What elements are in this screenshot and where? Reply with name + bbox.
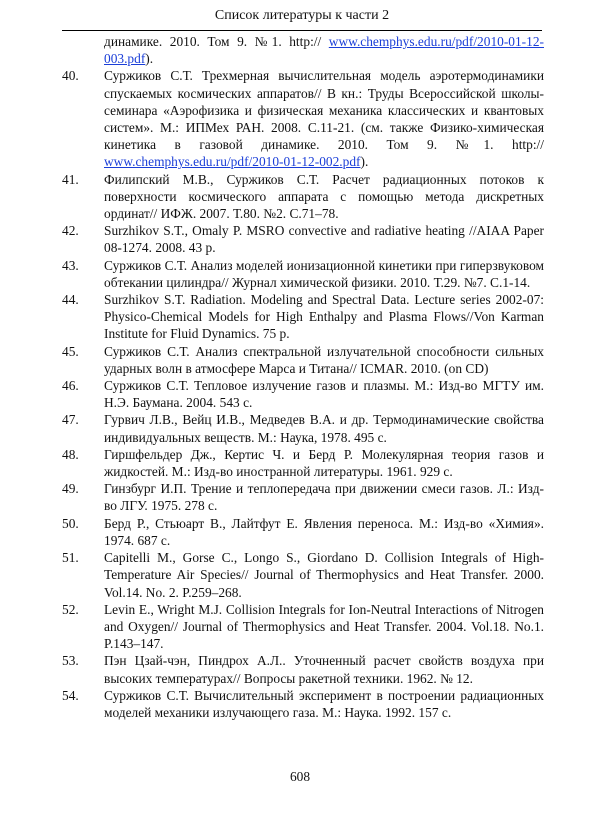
reference-item-52 xyxy=(62,601,544,653)
continuation-link[interactable]: www.chemphys.edu.ru/pdf/2010-01-12-003.pdf xyxy=(104,34,544,67)
reference-text: Surzhikov S.T. Radiation. Modeling and Spectral Data. Lecture series 2002-07: Physico-Chemical Models for High Enthalpy and Plasma Flows//Von Karman Institute for Fluid Dynamics. 75 p. xyxy=(104,292,544,342)
reference-text-end: ). xyxy=(360,154,369,170)
reference-item-47 xyxy=(62,411,544,445)
continuation-end: ). xyxy=(145,51,154,67)
reference-text: Филипский М.В., Суржиков С.Т. Расчет радиационных потоков к поверхности космического аппарата с помощью метода дискретных ординат// ИФЖ. 2007. Т.80. №2. С.71–78. xyxy=(104,171,544,222)
reference-item-49 xyxy=(62,480,544,514)
reference-item-54 xyxy=(62,687,544,721)
reference-item-44 xyxy=(62,291,544,343)
reference-list xyxy=(62,33,544,721)
reference-number: 53. xyxy=(62,653,79,669)
reference-number: 44. xyxy=(62,292,79,308)
reference-item-50 xyxy=(62,515,544,549)
reference-number: 46. xyxy=(62,378,79,394)
reference-text: Пэн Цзай-чэн, Пиндрох А.Л.. Уточненный расчет свойств воздуха при высоких температурах// Вопросы ракетной техники. 1962. № 12. xyxy=(104,653,544,686)
reference-number: 40. xyxy=(62,68,79,84)
reference-number: 51. xyxy=(62,550,79,566)
reference-text: Суржиков С.Т. Трехмерная вычислительная модель аэротермодинамики спускаемых космических аппаратов// В кн.: Труды Всероссийской школы-семинара «Аэрофизика и физическая механика классических и квантовых систем». М.: ИПМех РАН. 2008. С.11-21. (см. также Физико-химическая кинетика в газовой динамике. 2010. Том 9. №1. http:// xyxy=(104,68,544,153)
reference-text: Surzhikov S.T., Omaly P. MSRO convective and radiative heating //AIAA Paper 08-1274. 2008. 43 p. xyxy=(104,223,544,256)
reference-number: 54. xyxy=(62,687,79,703)
reference-item-43 xyxy=(62,257,544,291)
reference-item-40 xyxy=(62,67,544,170)
reference-text: Суржиков С.Т. Анализ моделей ионизационной кинетики при гиперзвуковом обтекании цилиндра// Журнал химической физики. 2010. Т.29. №7. С.1-14. xyxy=(104,257,544,290)
header-title: Список литературы к части 2 xyxy=(214,8,390,23)
reference-item-42 xyxy=(62,222,544,256)
reference-number: 45. xyxy=(62,343,79,359)
reference-item-45 xyxy=(62,343,544,377)
reference-number: 49. xyxy=(62,481,79,497)
reference-number: 43. xyxy=(62,257,79,273)
reference-number: 50. xyxy=(62,515,79,531)
reference-link[interactable]: www.chemphys.edu.ru/pdf/2010-01-12-002.pdf xyxy=(104,154,361,170)
reference-text: Levin E., Wright M.J. Collision Integrals for Ion-Neutral Interactions of Nitrogen and Oxygen// Journal of Thermophysics and Heat Transfer. 2004. Vol.18. No.1. P.143–147. xyxy=(104,601,544,652)
reference-text: Берд Р., Стьюарт В., Лайтфут Е. Явления переноса. М.: Изд-во «Химия». 1974. 687 с. xyxy=(104,515,544,548)
reference-text: Гинзбург И.П. Трение и теплопередача при движении смеси газов. Л.: Изд-во ЛГУ. 1975. 278 с. xyxy=(104,481,544,514)
reference-number: 41. xyxy=(62,171,79,187)
reference-continuation xyxy=(62,33,544,67)
running-header xyxy=(62,6,542,31)
reference-text: Суржиков С.Т. Вычислительный эксперимент в построении радиационных моделей механики излучающего газа. М.: Наука. 1992. 157 с. xyxy=(104,687,544,720)
reference-text: Суржиков С.Т. Тепловое излучение газов и плазмы. М.: Изд-во МГТУ им. Н.Э. Баумана. 2004. 543 с. xyxy=(104,378,544,411)
reference-text: Гурвич Л.В., Вейц И.В., Медведев В.А. и др. Термодинамические свойства индивидуальных веществ. М.: Наука, 1978. 495 с. xyxy=(104,412,544,445)
reference-item-53 xyxy=(62,652,544,686)
reference-number: 42. xyxy=(62,223,79,239)
reference-item-46 xyxy=(62,377,544,411)
reference-item-41 xyxy=(62,171,544,223)
page-number: 608 xyxy=(289,769,311,784)
reference-number: 52. xyxy=(62,601,79,617)
reference-item-48 xyxy=(62,446,544,480)
reference-text: Суржиков С.Т. Анализ спектральной излучательной способности сильных ударных волн в атмосфере Марса и Титана// ICMAR. 2010. (on CD) xyxy=(104,343,544,376)
reference-item-51 xyxy=(62,549,544,601)
continuation-text: динамике. 2010. Том 9. №1. http:// xyxy=(104,34,329,49)
reference-number: 48. xyxy=(62,446,79,462)
reference-text: Capitelli M., Gorse C., Longo S., Giordano D. Collision Integrals of High-Temperature Air Species// Journal of Thermophysics and Heat Transfer. 2000. Vol.14. No. 2. P.259–268. xyxy=(104,550,544,600)
reference-text: Гиршфельдер Дж., Кертис Ч. и Берд Р. Молекулярная теория газов и жидкостей. М.: Изд-во иностранной литературы. 1961. 929 с. xyxy=(104,446,544,480)
reference-number: 47. xyxy=(62,412,79,428)
